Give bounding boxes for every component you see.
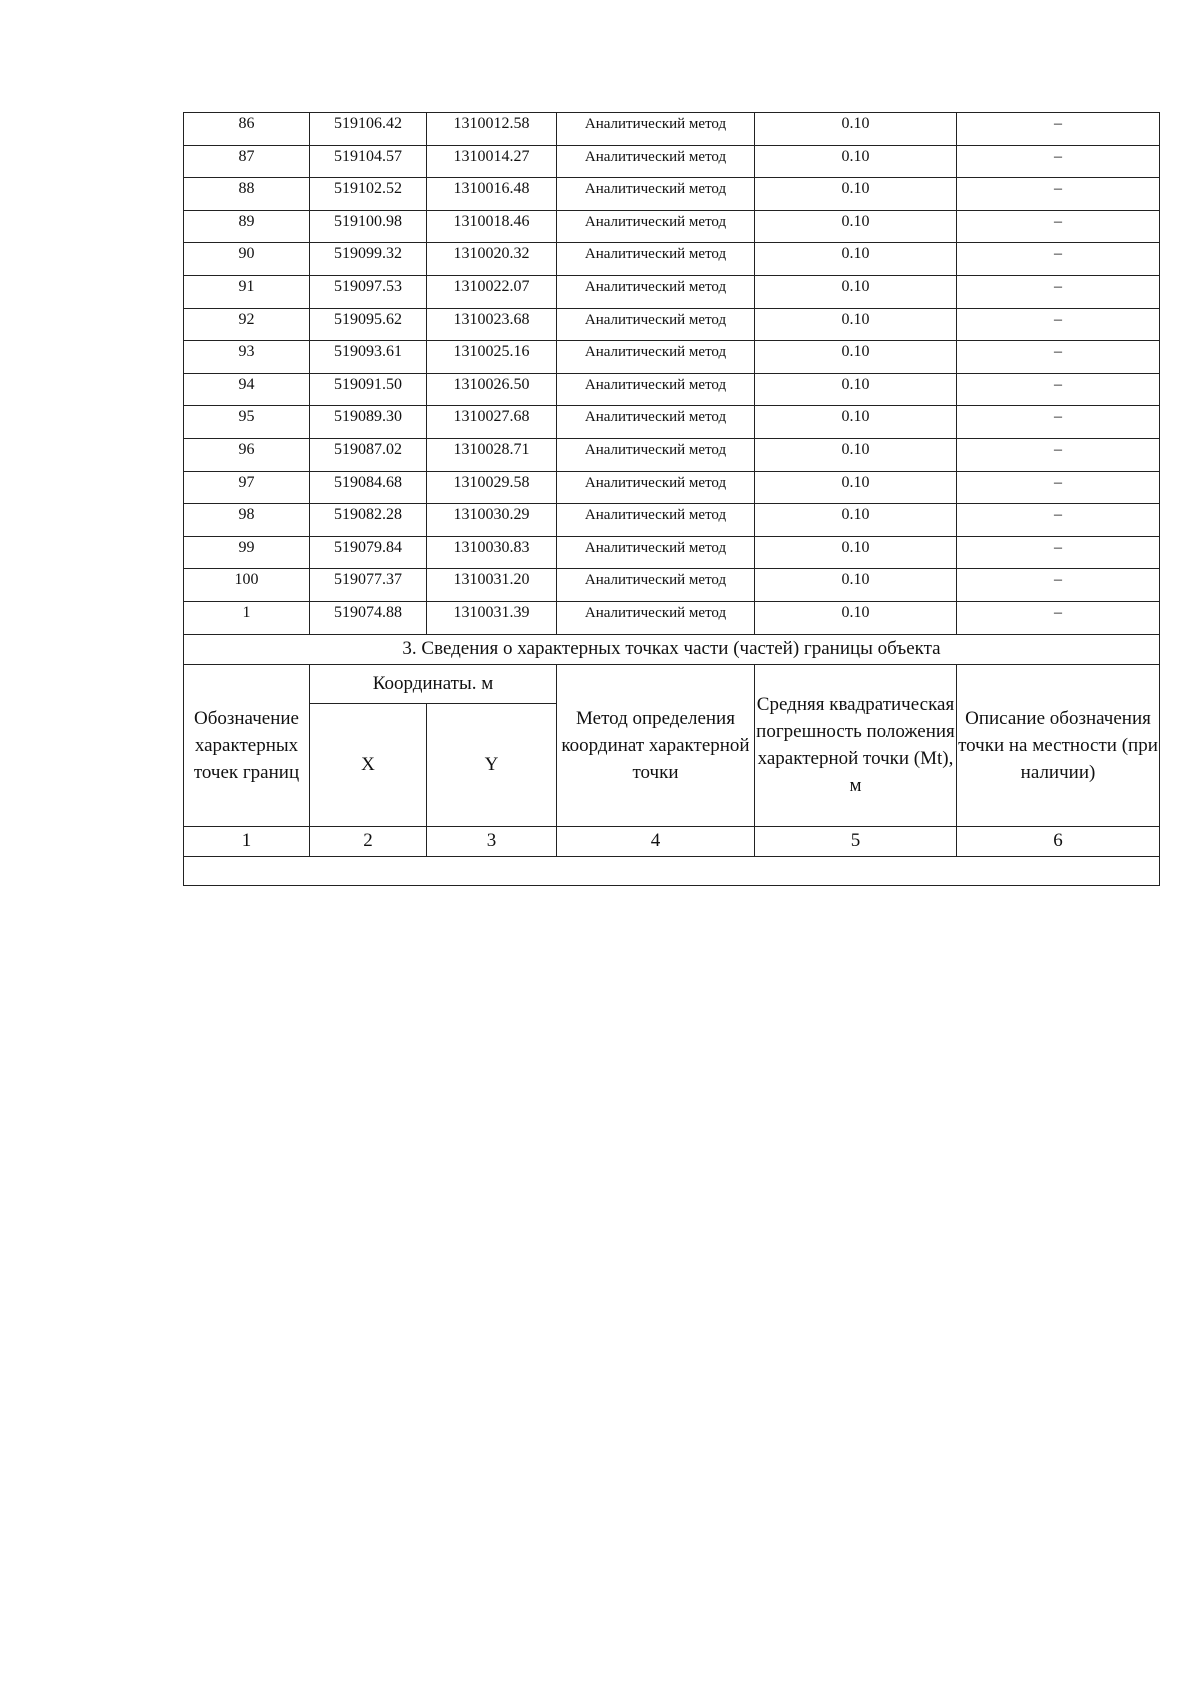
description-cell: – <box>957 341 1160 374</box>
header-designation: Обозначение характерных точек границ <box>184 664 310 826</box>
error-cell: 0.10 <box>755 569 957 602</box>
point-number-cell: 86 <box>184 113 310 146</box>
method-cell: Аналитический метод <box>557 373 755 406</box>
x-coordinate-cell: 519074.88 <box>310 601 427 634</box>
point-number-cell: 97 <box>184 471 310 504</box>
description-cell: – <box>957 569 1160 602</box>
y-coordinate-cell: 1310014.27 <box>427 145 557 178</box>
table-row <box>184 536 1160 569</box>
y-coordinate-cell: 1310012.58 <box>427 113 557 146</box>
table-row <box>184 243 1160 276</box>
table-row <box>184 601 1160 634</box>
method-cell: Аналитический метод <box>557 178 755 211</box>
method-cell: Аналитический метод <box>557 438 755 471</box>
method-cell: Аналитический метод <box>557 471 755 504</box>
x-coordinate-cell: 519091.50 <box>310 373 427 406</box>
description-cell: – <box>957 536 1160 569</box>
points-table-body <box>184 113 1160 886</box>
column-number: 1 <box>184 826 310 856</box>
x-coordinate-cell: 519106.42 <box>310 113 427 146</box>
table-row <box>184 569 1160 602</box>
header-x: X <box>310 703 427 826</box>
header-row-top <box>184 664 1160 703</box>
error-cell: 0.10 <box>755 373 957 406</box>
point-number-cell: 90 <box>184 243 310 276</box>
header-coordinates: Координаты. м <box>310 664 557 703</box>
y-coordinate-cell: 1310027.68 <box>427 406 557 439</box>
table-row <box>184 341 1160 374</box>
description-cell: – <box>957 471 1160 504</box>
column-numbers-row <box>184 826 1160 856</box>
y-coordinate-cell: 1310026.50 <box>427 373 557 406</box>
point-number-cell: 100 <box>184 569 310 602</box>
x-coordinate-cell: 519093.61 <box>310 341 427 374</box>
table-row <box>184 373 1160 406</box>
x-coordinate-cell: 519089.30 <box>310 406 427 439</box>
point-number-cell: 87 <box>184 145 310 178</box>
x-coordinate-cell: 519095.62 <box>310 308 427 341</box>
point-number-cell: 92 <box>184 308 310 341</box>
point-number-cell: 96 <box>184 438 310 471</box>
method-cell: Аналитический метод <box>557 308 755 341</box>
x-coordinate-cell: 519077.37 <box>310 569 427 602</box>
section-title-row <box>184 634 1160 664</box>
point-number-cell: 89 <box>184 210 310 243</box>
column-number: 6 <box>957 826 1160 856</box>
table-row <box>184 406 1160 439</box>
error-cell: 0.10 <box>755 471 957 504</box>
method-cell: Аналитический метод <box>557 504 755 537</box>
method-cell: Аналитический метод <box>557 341 755 374</box>
point-number-cell: 93 <box>184 341 310 374</box>
column-number: 2 <box>310 826 427 856</box>
x-coordinate-cell: 519102.52 <box>310 178 427 211</box>
table-row <box>184 275 1160 308</box>
description-cell: – <box>957 178 1160 211</box>
x-coordinate-cell: 519087.02 <box>310 438 427 471</box>
x-coordinate-cell: 519079.84 <box>310 536 427 569</box>
y-coordinate-cell: 1310028.71 <box>427 438 557 471</box>
x-coordinate-cell: 519097.53 <box>310 275 427 308</box>
empty-cell <box>184 856 1160 885</box>
error-cell: 0.10 <box>755 275 957 308</box>
x-coordinate-cell: 519099.32 <box>310 243 427 276</box>
point-number-cell: 95 <box>184 406 310 439</box>
description-cell: – <box>957 113 1160 146</box>
empty-row <box>184 856 1160 885</box>
y-coordinate-cell: 1310031.39 <box>427 601 557 634</box>
description-cell: – <box>957 210 1160 243</box>
description-cell: – <box>957 406 1160 439</box>
error-cell: 0.10 <box>755 178 957 211</box>
description-cell: – <box>957 373 1160 406</box>
method-cell: Аналитический метод <box>557 406 755 439</box>
y-coordinate-cell: 1310030.83 <box>427 536 557 569</box>
y-coordinate-cell: 1310030.29 <box>427 504 557 537</box>
error-cell: 0.10 <box>755 438 957 471</box>
table-row <box>184 145 1160 178</box>
y-coordinate-cell: 1310020.32 <box>427 243 557 276</box>
method-cell: Аналитический метод <box>557 243 755 276</box>
section-title: 3. Сведения о характерных точках части (частей) границы объекта <box>184 634 1160 664</box>
y-coordinate-cell: 1310025.16 <box>427 341 557 374</box>
error-cell: 0.10 <box>755 601 957 634</box>
header-error: Средняя квадратическая погрешность положения характерной точки (Mt), м <box>755 664 957 826</box>
y-coordinate-cell: 1310023.68 <box>427 308 557 341</box>
error-cell: 0.10 <box>755 308 957 341</box>
method-cell: Аналитический метод <box>557 145 755 178</box>
error-cell: 0.10 <box>755 210 957 243</box>
error-cell: 0.10 <box>755 536 957 569</box>
point-number-cell: 1 <box>184 601 310 634</box>
header-description: Описание обозначения точки на местности (при наличии) <box>957 664 1160 826</box>
y-coordinate-cell: 1310022.07 <box>427 275 557 308</box>
description-cell: – <box>957 438 1160 471</box>
y-coordinate-cell: 1310018.46 <box>427 210 557 243</box>
column-number: 5 <box>755 826 957 856</box>
x-coordinate-cell: 519082.28 <box>310 504 427 537</box>
table-row <box>184 178 1160 211</box>
method-cell: Аналитический метод <box>557 210 755 243</box>
table-row <box>184 471 1160 504</box>
method-cell: Аналитический метод <box>557 113 755 146</box>
column-number: 3 <box>427 826 557 856</box>
table-row <box>184 113 1160 146</box>
description-cell: – <box>957 504 1160 537</box>
error-cell: 0.10 <box>755 145 957 178</box>
table-row <box>184 210 1160 243</box>
method-cell: Аналитический метод <box>557 569 755 602</box>
header-y: Y <box>427 703 557 826</box>
description-cell: – <box>957 601 1160 634</box>
point-number-cell: 94 <box>184 373 310 406</box>
table-row <box>184 438 1160 471</box>
description-cell: – <box>957 308 1160 341</box>
method-cell: Аналитический метод <box>557 601 755 634</box>
y-coordinate-cell: 1310029.58 <box>427 471 557 504</box>
point-number-cell: 88 <box>184 178 310 211</box>
point-number-cell: 91 <box>184 275 310 308</box>
description-cell: – <box>957 275 1160 308</box>
x-coordinate-cell: 519084.68 <box>310 471 427 504</box>
error-cell: 0.10 <box>755 341 957 374</box>
x-coordinate-cell: 519100.98 <box>310 210 427 243</box>
table-row <box>184 308 1160 341</box>
y-coordinate-cell: 1310016.48 <box>427 178 557 211</box>
point-number-cell: 99 <box>184 536 310 569</box>
point-number-cell: 98 <box>184 504 310 537</box>
error-cell: 0.10 <box>755 504 957 537</box>
error-cell: 0.10 <box>755 406 957 439</box>
error-cell: 0.10 <box>755 243 957 276</box>
column-number: 4 <box>557 826 755 856</box>
y-coordinate-cell: 1310031.20 <box>427 569 557 602</box>
method-cell: Аналитический метод <box>557 275 755 308</box>
table-row <box>184 504 1160 537</box>
description-cell: – <box>957 145 1160 178</box>
method-cell: Аналитический метод <box>557 536 755 569</box>
error-cell: 0.10 <box>755 113 957 146</box>
header-method: Метод определения координат характерной точки <box>557 664 755 826</box>
x-coordinate-cell: 519104.57 <box>310 145 427 178</box>
boundary-points-table <box>183 112 1160 886</box>
description-cell: – <box>957 243 1160 276</box>
